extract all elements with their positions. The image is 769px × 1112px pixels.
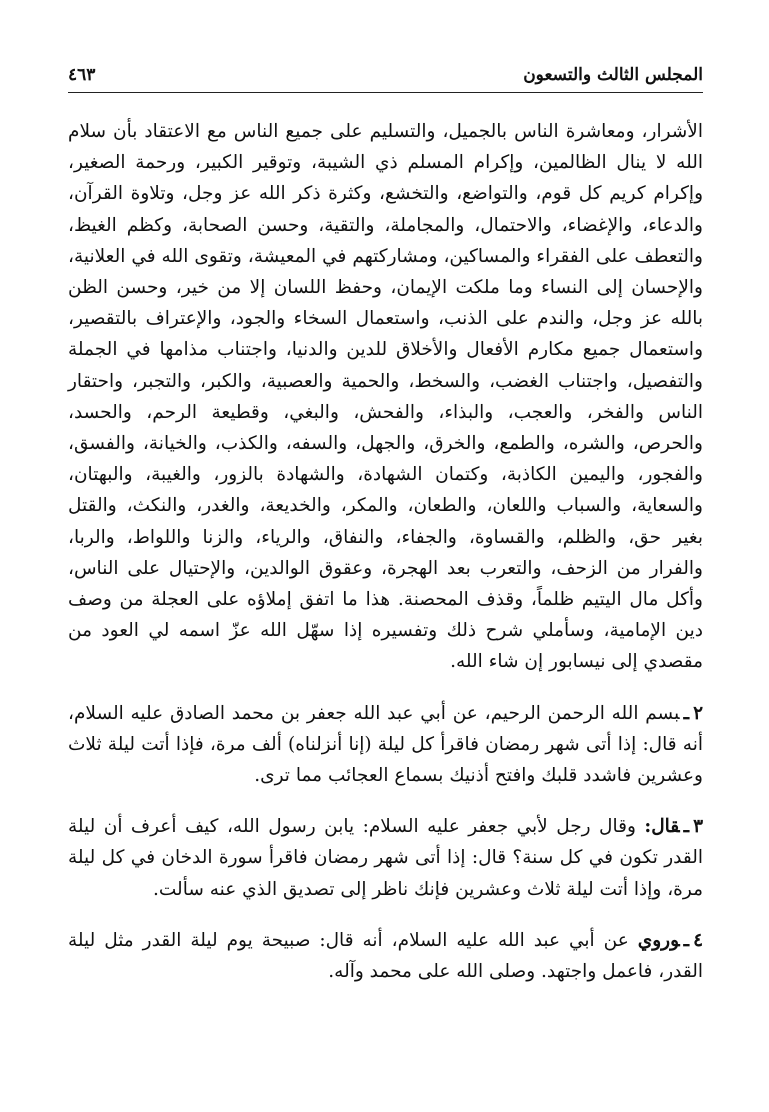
narration-text: وقال رجل لأبي جعفر عليه السلام: يابن رسول الله، كيف أعرف أن ليلة القدر تكون في كل سنة؟ قال: إذا أتى شهر رمضان فاقرأ سورة الدخان في كل ليلة مرة، وإذا أتت ليلة ثلاث وعشرين فإنك ناظر إلى تصديق الذي عنه سألت. [68,816,703,900]
narration-4 [68,925,703,987]
intro-paragraph: الأشرار، ومعاشرة الناس بالجميل، والتسليم على جميع الناس مع الاعتقاد بأن سلام الله لا ينال الظالمين، وإكرام المسلم ذي الشيبة، وتوقير الكبير، ورحمة الصغير، وإكرام كريم كل قوم، والتواضع، والتخشع، وكثرة ذكر الله عز وجل، وتلاوة القرآن، والدعاء، والإغضاء، والاحتمال، والمجاملة، والتقية، وحسن الصحابة، وكظم الغيظ، والتعطف على الفقراء والمساكين، ومشاركتهم في المعيشة، وتقوى الله في العلانية، والإحسان إلى النساء وما ملكت الإيمان، وحفظ اللسان إلا من خير، وحسن الظن بالله عز وجل، والندم على الذنب، واستعمال السخاء والجود، والإعتراف بالتقصير، واستعمال جميع مكارم الأفعال والأخلاق للدين والدنيا، واجتناب مذامها في الجملة والتفصيل، واجتناب الغضب، والسخط، والحمية والعصبية، والكبر، والتجبر، واحتقار الناس والفخر، والعجب، والبذاء، والفحش، والبغي، وقطيعة الرحم، والحسد، والحرص، والشره، والطمع، والخرق، والجهل، والسفه، والكذب، والخيانة، والفسق، والفجور، واليمين الكاذبة، وكتمان الشهادة، والشهادة بالزور، والغيبة، والبهتان، والسعاية، والسباب واللعان، والطعان، والمكر، والخديعة، والغدر، والنكث، والقتل بغير حق، والظلم، والقساوة، والجفاء، والنفاق، والرياء، والزنا واللواط، والربا، والفرار من الزحف، والتعرب بعد الهجرة، وعقوق الوالدين، والإحتيال على الناس، وأكل مال اليتيم ظلماً، وقذف المحصنة. هذا ما اتفق إملاؤه على العجلة من وصف دين الإمامية، وسأملي شرح ذلك وتفسيره إذا سهّل الله عزّ اسمه لي العود من مقصدي إلى نيسابور إن شاء الله. [68,121,703,673]
narration-number: ٤ [693,929,703,951]
narration-separator: ـ [683,929,690,951]
narration-number: ٢ [693,702,703,724]
narration-number: ٣ [693,816,703,838]
narration-text: عن أبي عبد الله عليه السلام، أنه قال: صبيحة يوم ليلة القدر مثل ليلة القدر، فاعمل واجتهد. وصلى الله على محمد وآله. [68,929,703,983]
narration-separator: ـ [683,702,690,724]
page-number: ٤٦٣ [68,65,96,85]
narration-text: بسم الله الرحمن الرحيم، عن أبي عبد الله جعفر بن محمد الصادق عليه السلام، أنه قال: إذا أتى شهر رمضان فاقرأ كل ليلة (إنا أنزلناه) ألف مرة، فإذا أتت ليلة ثلاث وعشرين فاشدد قلبك وافتح أذنيك بسماع العجائب مما ترى. [68,702,703,787]
narration-separator: ـ [683,816,690,838]
narration-2 [68,698,703,792]
narration-3 [68,811,703,905]
narration-label: وروي [637,929,680,951]
narration-label: قال: [644,816,680,838]
page-body [68,116,703,987]
chapter-title: المجلس الثالث والتسعون [523,65,703,85]
page-header [68,58,703,93]
